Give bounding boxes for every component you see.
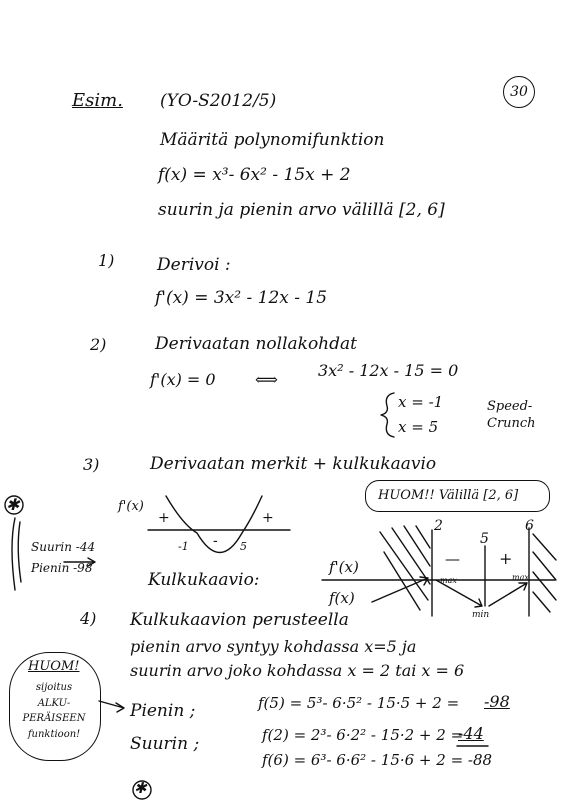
speedcrunch-note: Speed- Crunch — [487, 399, 536, 431]
max-left-label: max — [440, 576, 457, 585]
equation-right: 3x² - 12x - 15 = 0 — [318, 361, 459, 380]
tick-five: 5 — [240, 540, 247, 553]
step-3-title: Derivaatan merkit + kulkukaavio — [150, 454, 437, 474]
tick-minus-one: -1 — [178, 540, 189, 553]
table-sign-minus: — — [445, 550, 460, 568]
col-label-6: 6 — [525, 518, 534, 534]
step-1-number: 1) — [98, 251, 115, 270]
task-line-3: suurin ja pienin arvo välillä [2, 6] — [158, 200, 445, 220]
side-star-icon: ✱ — [6, 495, 20, 514]
footer-star-icon: ✱ — [134, 779, 147, 797]
huom-interval-text: HUOM!! Välillä [2, 6] — [378, 488, 519, 503]
pienin-label: Pienin ; — [130, 701, 196, 721]
page-number: 30 — [503, 76, 535, 108]
root-2: x = 5 — [398, 418, 439, 436]
suurin-calculation-1: f(2) = 2³- 6·2² - 15·2 + 2 = — [262, 726, 464, 744]
table-sign-plus: + — [499, 549, 513, 568]
example-label: Esim. — [72, 90, 123, 111]
table-row-function: f(x) — [329, 589, 355, 607]
step-4-line-2: pienin arvo syntyy kohdassa x=5 ja — [130, 637, 417, 656]
exam-source: (YO-S2012/5) — [160, 91, 277, 111]
sign-minus-mid: - — [213, 533, 218, 549]
root-1: x = -1 — [398, 393, 444, 411]
equation-left: f'(x) = 0 — [150, 370, 216, 389]
roots-brace — [381, 393, 394, 437]
pienin-result: -98 — [484, 692, 510, 711]
suurin-result-1: -44 — [458, 724, 484, 743]
step-4-line-3: suurin arvo joko kohdassa x = 2 tai x = 6 — [130, 661, 465, 680]
col-label-5: 5 — [480, 531, 489, 547]
suurin-label: Suurin ; — [130, 734, 200, 754]
increase-arrow-right — [489, 583, 527, 606]
step-1-title: Derivoi : — [157, 255, 231, 275]
min-label: min — [472, 610, 490, 620]
sign-plus-left: + — [158, 510, 170, 526]
decrease-arrow — [436, 580, 482, 607]
side-note-pienin: Pienin -98 — [31, 561, 93, 575]
increase-arrow — [372, 577, 428, 602]
side-bracket-inner — [18, 522, 21, 582]
step-4-number: 4) — [80, 609, 97, 628]
step-2-title: Derivaatan nollakohdat — [155, 334, 357, 354]
side-note-arrow — [64, 558, 95, 566]
suurin-calculation-2: f(6) = 6³- 6·6² - 15·6 + 2 = -88 — [262, 751, 493, 769]
step-4-line-1: Kulkukaavion perusteella — [130, 610, 349, 630]
footer-star-circle — [133, 781, 151, 799]
table-row-derivative: f'(x) — [329, 558, 359, 576]
step-2-number: 2) — [90, 335, 107, 354]
side-bracket-outer — [12, 518, 15, 590]
task-line-1: Määritä polynomifunktion — [160, 130, 385, 150]
derivative-parabola — [166, 496, 262, 553]
huom-bubble-body: sijoitus ALKU-PERÄISEEN funktioon! — [22, 682, 86, 740]
task-function: f(x) = x³- 6x² - 15x + 2 — [158, 165, 351, 185]
col-label-2: 2 — [434, 518, 443, 534]
derivative-formula: f'(x) = 3x² - 12x - 15 — [155, 288, 328, 308]
huom-bubble-title: HUOM! — [28, 659, 80, 674]
side-star-circle — [5, 496, 23, 514]
huom-pointer-arrow — [99, 701, 124, 712]
sign-diagram-label: f'(x) — [118, 499, 144, 514]
kulkukaavio-label: Kulkukaavio: — [148, 570, 260, 590]
pienin-calculation: f(5) = 5³- 6·5² - 15·5 + 2 = — [258, 694, 460, 712]
equivalence-arrow: ⟺ — [255, 370, 278, 389]
sign-plus-right: + — [262, 510, 274, 526]
max-right-label: max — [512, 573, 529, 582]
side-note-suurin: Suurin -44 — [31, 540, 96, 554]
step-3-number: 3) — [83, 455, 100, 474]
